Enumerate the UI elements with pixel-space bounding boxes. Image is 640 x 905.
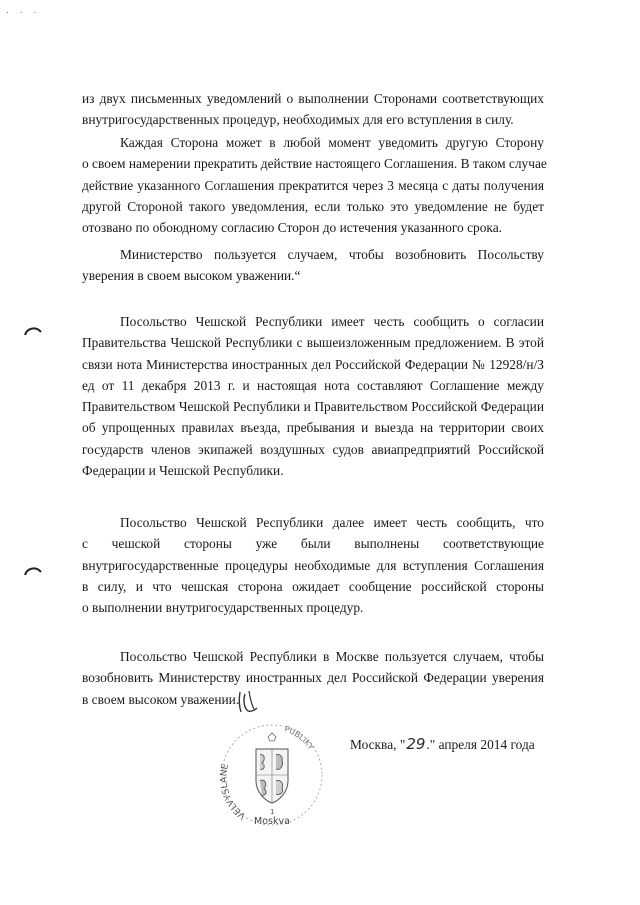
punch-hole-mark: [24, 566, 42, 576]
text-line: Правительства Чешской Республики с вышеизложенным предложением. В этой: [82, 335, 544, 351]
text-line: действие указанного Соглашения прекратится через 3 месяца с даты получения: [82, 177, 544, 193]
text-line: отозвано по обоюдному согласию Сторон до истечения указанного срока.: [82, 220, 502, 236]
place-date-line: [350, 735, 535, 753]
svg-text:VELVYSLANE: [219, 763, 248, 821]
seal-city: Moskva: [254, 816, 290, 827]
text-line: возобновить Министерству иностранных дел Российской Федерации уверения: [82, 670, 544, 686]
signoff-month-year: апреля 2014 года: [438, 737, 535, 752]
paragraph-embassy-procedures: [82, 512, 544, 618]
text-line: в силу, и что чешская сторона ожидает сообщение российской стороны: [82, 578, 544, 594]
svg-text:PUBLIKY: [283, 724, 315, 751]
handwritten-initials: [236, 688, 262, 716]
text-line: Федерации и Чешской Республики.: [82, 463, 284, 479]
seal-number: 1: [270, 808, 275, 816]
signoff-open-quote: ": [399, 737, 406, 752]
embassy-seal: [212, 723, 330, 831]
text-line: с чешской стороны уже были выполнены соответствующие: [82, 536, 544, 552]
text-line: ед от 11 декабря 2013 г. и настоящая нота составляют Соглашение между: [82, 377, 544, 393]
text-line: о своем намерении прекратить действие настоящего Соглашения. В таком случае: [82, 156, 547, 172]
text-line: Правительством Чешской Республики и Правительством Российской Федерации: [82, 399, 544, 415]
text-line: из двух письменных уведомлений о выполнении Сторонами соответствующих: [82, 91, 544, 106]
text-line: в своем высоком уважении.: [82, 691, 240, 707]
paragraph-termination: [82, 132, 547, 238]
text-line: Посольство Чешской Республики имеет честь сообщить о согласии: [120, 314, 544, 329]
text-line: внутригосударственных процедур, необходимых для его вступления в силу.: [82, 112, 514, 128]
text-line: о выполнении внутригосударственных процедур.: [82, 600, 364, 616]
paragraph-embassy-closing: [82, 646, 544, 710]
signoff-close-quote: .": [426, 737, 436, 752]
text-line: другой Стороной такого уведомления, если только это уведомление не будет: [82, 198, 544, 214]
text-line: Посольство Чешской Республики в Москве пользуется случаем, чтобы: [120, 649, 544, 664]
punch-hole-mark: [24, 326, 42, 336]
text-line: Каждая Сторона может в любой момент уведомить другую Сторону: [120, 135, 544, 150]
scan-noise-mark: . . .: [6, 6, 41, 16]
paragraph-embassy-consent: [82, 311, 544, 481]
text-line: государств членов экипажей воздушных судов авиапредприятий Российской: [82, 441, 544, 457]
signoff-city: Москва,: [350, 737, 397, 752]
text-line: уверения в своем высоком уважении.“: [82, 268, 301, 284]
text-line: внутригосударственные процедуры необходимые для вступления Соглашения: [82, 557, 544, 573]
handwritten-day: 29: [406, 735, 426, 753]
text-line: Министерство пользуется случаем, чтобы возобновить Посольству: [120, 247, 544, 262]
paragraph-continuation: [82, 88, 544, 131]
text-line: связи нота Министерства иностранных дел Российской Федерации № 12928/н/З: [82, 356, 544, 372]
text-line: об упрощенных правилах въезда, пребывания и выезда на территории своих: [82, 420, 544, 436]
paragraph-ministry-closing: [82, 244, 544, 287]
seal-right-text: PUBLIKY: [283, 724, 316, 752]
seal-left-text: VELVYSLANE: [219, 762, 248, 821]
text-line: Посольство Чешской Республики далее имеет честь сообщить, что: [120, 515, 544, 530]
